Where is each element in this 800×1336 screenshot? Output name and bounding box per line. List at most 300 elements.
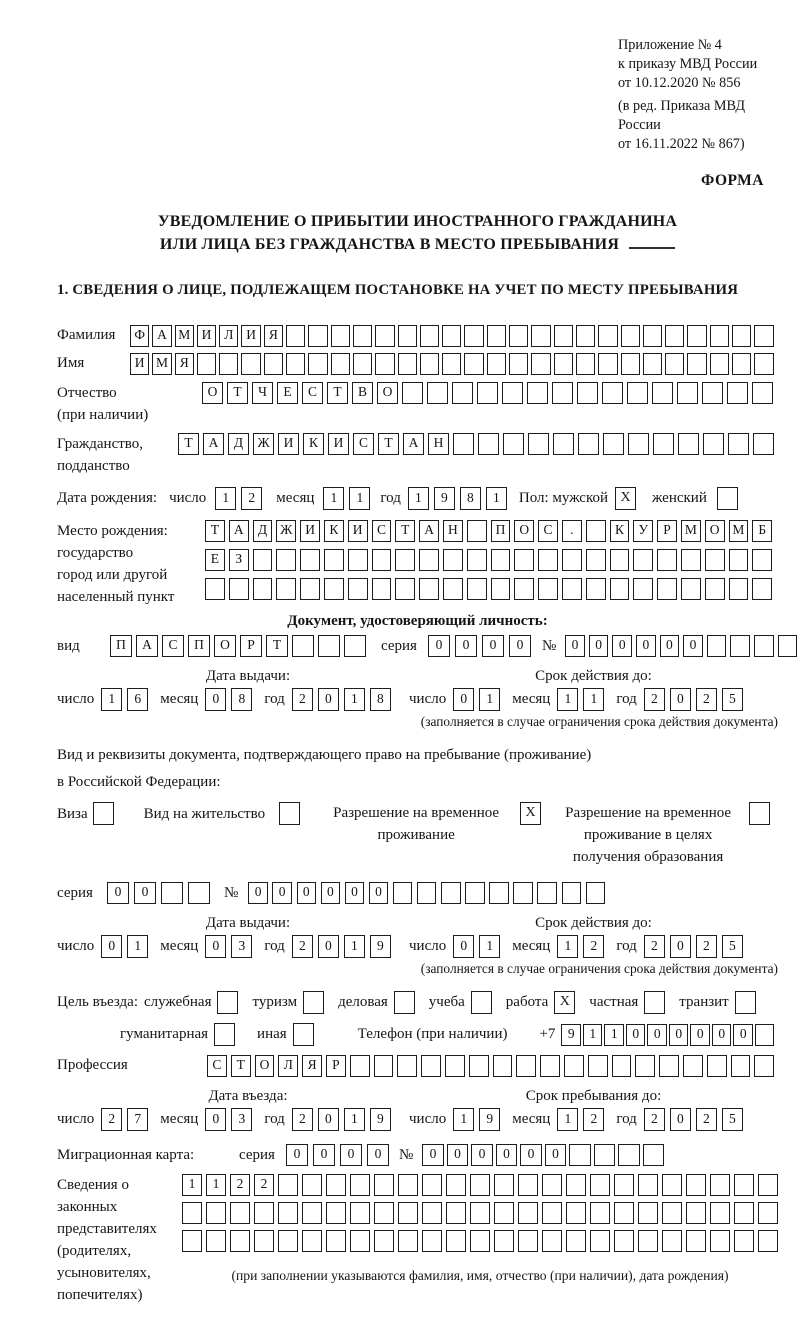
char-cell[interactable]: 3: [231, 1108, 252, 1131]
char-cell[interactable]: [686, 1174, 706, 1196]
char-cell[interactable]: [464, 325, 483, 347]
char-cell[interactable]: 9: [561, 1024, 581, 1046]
char-cell[interactable]: Р: [326, 1055, 346, 1077]
char-cell[interactable]: [398, 1202, 418, 1224]
purpose-humanitarian-checkbox[interactable]: [214, 1023, 235, 1046]
char-cell[interactable]: [324, 578, 344, 600]
char-cell[interactable]: 2: [696, 935, 717, 958]
char-cell[interactable]: [398, 1174, 418, 1196]
char-cell[interactable]: [758, 1202, 778, 1224]
char-cell[interactable]: Ж: [253, 433, 274, 455]
char-cell[interactable]: Р: [240, 635, 262, 657]
char-cell[interactable]: И: [278, 433, 299, 455]
char-cell[interactable]: [350, 1055, 370, 1077]
char-cell[interactable]: [566, 1174, 586, 1196]
char-cell[interactable]: [633, 549, 653, 571]
char-cell[interactable]: [710, 1174, 730, 1196]
char-cell[interactable]: [446, 1202, 466, 1224]
char-cell[interactable]: [422, 1230, 442, 1252]
char-cell[interactable]: [566, 1202, 586, 1224]
char-cell[interactable]: [348, 549, 368, 571]
char-cell[interactable]: [538, 549, 558, 571]
char-cell[interactable]: [662, 1202, 682, 1224]
char-cell[interactable]: 0: [297, 882, 317, 904]
char-cell[interactable]: Д: [228, 433, 249, 455]
char-cell[interactable]: С: [353, 433, 374, 455]
char-cell[interactable]: [590, 1230, 610, 1252]
char-cell[interactable]: К: [610, 520, 630, 542]
char-cell[interactable]: [395, 549, 415, 571]
char-cell[interactable]: [729, 578, 749, 600]
purpose-work-checkbox[interactable]: X: [554, 991, 575, 1014]
char-cell[interactable]: Б: [752, 520, 772, 542]
edu-permit-checkbox[interactable]: [749, 802, 770, 825]
char-cell[interactable]: Д: [253, 520, 273, 542]
char-cell[interactable]: Е: [205, 549, 225, 571]
char-cell[interactable]: [586, 549, 606, 571]
char-cell[interactable]: [528, 433, 549, 455]
char-cell[interactable]: [754, 353, 773, 375]
char-cell[interactable]: О: [255, 1055, 275, 1077]
char-cell[interactable]: 2: [696, 688, 717, 711]
char-cell[interactable]: [527, 382, 548, 404]
char-cell[interactable]: [598, 325, 617, 347]
char-cell[interactable]: [554, 353, 573, 375]
char-cell[interactable]: 1: [127, 935, 148, 958]
char-cell[interactable]: [308, 353, 327, 375]
purpose-business-checkbox[interactable]: [394, 991, 415, 1014]
char-cell[interactable]: Я: [175, 353, 194, 375]
char-cell[interactable]: 2: [644, 935, 665, 958]
char-cell[interactable]: Т: [395, 520, 415, 542]
char-cell[interactable]: А: [419, 520, 439, 542]
char-cell[interactable]: 7: [127, 1108, 148, 1131]
char-cell[interactable]: [326, 1202, 346, 1224]
char-cell[interactable]: 1: [557, 1108, 578, 1131]
char-cell[interactable]: [206, 1202, 226, 1224]
purpose-other-checkbox[interactable]: [293, 1023, 314, 1046]
char-cell[interactable]: 0: [670, 935, 691, 958]
residence-permit-checkbox[interactable]: [279, 802, 300, 825]
char-cell[interactable]: [562, 549, 582, 571]
char-cell[interactable]: 0: [669, 1024, 689, 1046]
char-cell[interactable]: 9: [479, 1108, 500, 1131]
char-cell[interactable]: [652, 382, 673, 404]
char-cell[interactable]: [566, 1230, 586, 1252]
char-cell[interactable]: [395, 578, 415, 600]
char-cell[interactable]: [397, 1055, 417, 1077]
char-cell[interactable]: [331, 325, 350, 347]
char-cell[interactable]: [350, 1230, 370, 1252]
char-cell[interactable]: 1: [453, 1108, 474, 1131]
char-cell[interactable]: [702, 382, 723, 404]
char-cell[interactable]: [205, 578, 225, 600]
char-cell[interactable]: [554, 325, 573, 347]
char-cell[interactable]: 0: [545, 1144, 567, 1166]
char-cell[interactable]: [752, 382, 773, 404]
char-cell[interactable]: Е: [277, 382, 298, 404]
char-cell[interactable]: А: [152, 325, 171, 347]
char-cell[interactable]: [286, 325, 305, 347]
char-cell[interactable]: Т: [378, 433, 399, 455]
char-cell[interactable]: 0: [205, 1108, 226, 1131]
char-cell[interactable]: [578, 433, 599, 455]
char-cell[interactable]: [278, 1230, 298, 1252]
char-cell[interactable]: 1: [583, 1024, 603, 1046]
char-cell[interactable]: [509, 325, 528, 347]
char-cell[interactable]: 0: [690, 1024, 710, 1046]
char-cell[interactable]: И: [348, 520, 368, 542]
char-cell[interactable]: [478, 433, 499, 455]
char-cell[interactable]: [686, 1230, 706, 1252]
char-cell[interactable]: [732, 325, 751, 347]
char-cell[interactable]: [540, 1055, 560, 1077]
char-cell[interactable]: [465, 882, 485, 904]
char-cell[interactable]: [350, 1202, 370, 1224]
char-cell[interactable]: А: [203, 433, 224, 455]
char-cell[interactable]: [502, 382, 523, 404]
char-cell[interactable]: [393, 882, 413, 904]
char-cell[interactable]: А: [403, 433, 424, 455]
char-cell[interactable]: 0: [134, 882, 156, 904]
char-cell[interactable]: [653, 433, 674, 455]
char-cell[interactable]: 2: [292, 935, 313, 958]
char-cell[interactable]: [576, 353, 595, 375]
char-cell[interactable]: [182, 1230, 202, 1252]
char-cell[interactable]: 2: [241, 487, 262, 510]
char-cell[interactable]: 1: [344, 935, 365, 958]
char-cell[interactable]: 0: [345, 882, 365, 904]
char-cell[interactable]: М: [681, 520, 701, 542]
char-cell[interactable]: С: [302, 382, 323, 404]
char-cell[interactable]: 0: [453, 688, 474, 711]
temp-permit-checkbox[interactable]: X: [520, 802, 541, 825]
char-cell[interactable]: [552, 382, 573, 404]
char-cell[interactable]: [494, 1230, 514, 1252]
char-cell[interactable]: Т: [227, 382, 248, 404]
char-cell[interactable]: Н: [428, 433, 449, 455]
char-cell[interactable]: [729, 549, 749, 571]
char-cell[interactable]: И: [328, 433, 349, 455]
char-cell[interactable]: Л: [219, 325, 238, 347]
char-cell[interactable]: К: [303, 433, 324, 455]
char-cell[interactable]: 1: [604, 1024, 624, 1046]
char-cell[interactable]: [681, 549, 701, 571]
char-cell[interactable]: Т: [327, 382, 348, 404]
char-cell[interactable]: О: [214, 635, 236, 657]
char-cell[interactable]: 0: [471, 1144, 493, 1166]
char-cell[interactable]: [518, 1174, 538, 1196]
char-cell[interactable]: [422, 1174, 442, 1196]
char-cell[interactable]: [677, 382, 698, 404]
char-cell[interactable]: [734, 1174, 754, 1196]
char-cell[interactable]: А: [136, 635, 158, 657]
char-cell[interactable]: [197, 353, 216, 375]
char-cell[interactable]: У: [633, 520, 653, 542]
char-cell[interactable]: В: [352, 382, 373, 404]
char-cell[interactable]: [643, 353, 662, 375]
char-cell[interactable]: [241, 353, 260, 375]
char-cell[interactable]: 0: [286, 1144, 308, 1166]
char-cell[interactable]: И: [197, 325, 216, 347]
char-cell[interactable]: [610, 549, 630, 571]
char-cell[interactable]: [422, 1202, 442, 1224]
char-cell[interactable]: 2: [583, 935, 604, 958]
char-cell[interactable]: 1: [323, 487, 344, 510]
char-cell[interactable]: [375, 353, 394, 375]
char-cell[interactable]: Ж: [276, 520, 296, 542]
char-cell[interactable]: [467, 578, 487, 600]
char-cell[interactable]: Ч: [252, 382, 273, 404]
char-cell[interactable]: [732, 353, 751, 375]
char-cell[interactable]: [610, 578, 630, 600]
char-cell[interactable]: И: [300, 520, 320, 542]
char-cell[interactable]: [542, 1174, 562, 1196]
char-cell[interactable]: [348, 578, 368, 600]
char-cell[interactable]: [302, 1230, 322, 1252]
char-cell[interactable]: Т: [266, 635, 288, 657]
char-cell[interactable]: [491, 549, 511, 571]
char-cell[interactable]: 2: [583, 1108, 604, 1131]
char-cell[interactable]: [443, 549, 463, 571]
char-cell[interactable]: Ф: [130, 325, 149, 347]
char-cell[interactable]: И: [241, 325, 260, 347]
char-cell[interactable]: [621, 325, 640, 347]
char-cell[interactable]: [374, 1202, 394, 1224]
char-cell[interactable]: [469, 1055, 489, 1077]
purpose-tourism-checkbox[interactable]: [303, 991, 324, 1014]
char-cell[interactable]: [562, 882, 582, 904]
char-cell[interactable]: Н: [443, 520, 463, 542]
char-cell[interactable]: [603, 433, 624, 455]
char-cell[interactable]: [665, 325, 684, 347]
char-cell[interactable]: 0: [670, 1108, 691, 1131]
char-cell[interactable]: [372, 549, 392, 571]
char-cell[interactable]: 1: [206, 1174, 226, 1196]
char-cell[interactable]: 2: [644, 1108, 665, 1131]
char-cell[interactable]: [638, 1174, 658, 1196]
char-cell[interactable]: 1: [408, 487, 429, 510]
char-cell[interactable]: [477, 382, 498, 404]
char-cell[interactable]: [353, 325, 372, 347]
char-cell[interactable]: 9: [370, 1108, 391, 1131]
char-cell[interactable]: [318, 635, 340, 657]
char-cell[interactable]: 1: [557, 935, 578, 958]
char-cell[interactable]: [643, 325, 662, 347]
char-cell[interactable]: [513, 882, 533, 904]
char-cell[interactable]: 0: [683, 635, 703, 657]
char-cell[interactable]: [253, 549, 273, 571]
char-cell[interactable]: 0: [367, 1144, 389, 1166]
char-cell[interactable]: [470, 1230, 490, 1252]
char-cell[interactable]: 0: [428, 635, 450, 657]
char-cell[interactable]: [402, 382, 423, 404]
char-cell[interactable]: [586, 520, 606, 542]
char-cell[interactable]: [681, 578, 701, 600]
char-cell[interactable]: [638, 1230, 658, 1252]
char-cell[interactable]: [161, 882, 183, 904]
char-cell[interactable]: Т: [178, 433, 199, 455]
char-cell[interactable]: 0: [589, 635, 609, 657]
char-cell[interactable]: 8: [370, 688, 391, 711]
char-cell[interactable]: 0: [107, 882, 129, 904]
char-cell[interactable]: [286, 353, 305, 375]
char-cell[interactable]: О: [377, 382, 398, 404]
char-cell[interactable]: [491, 578, 511, 600]
char-cell[interactable]: [229, 578, 249, 600]
char-cell[interactable]: 8: [231, 688, 252, 711]
char-cell[interactable]: К: [324, 520, 344, 542]
char-cell[interactable]: 6: [127, 688, 148, 711]
char-cell[interactable]: 1: [215, 487, 236, 510]
char-cell[interactable]: 0: [205, 688, 226, 711]
char-cell[interactable]: [302, 1174, 322, 1196]
char-cell[interactable]: [703, 433, 724, 455]
char-cell[interactable]: .: [562, 520, 582, 542]
char-cell[interactable]: [531, 325, 550, 347]
char-cell[interactable]: [730, 635, 750, 657]
char-cell[interactable]: [494, 1174, 514, 1196]
char-cell[interactable]: [588, 1055, 608, 1077]
char-cell[interactable]: [516, 1055, 536, 1077]
purpose-official-checkbox[interactable]: [217, 991, 238, 1014]
char-cell[interactable]: [754, 635, 774, 657]
char-cell[interactable]: 0: [248, 882, 268, 904]
char-cell[interactable]: [614, 1202, 634, 1224]
char-cell[interactable]: [487, 353, 506, 375]
char-cell[interactable]: [598, 353, 617, 375]
char-cell[interactable]: [372, 578, 392, 600]
char-cell[interactable]: [452, 382, 473, 404]
char-cell[interactable]: [728, 433, 749, 455]
char-cell[interactable]: [254, 1202, 274, 1224]
char-cell[interactable]: Р: [657, 520, 677, 542]
char-cell[interactable]: [446, 1230, 466, 1252]
char-cell[interactable]: [553, 433, 574, 455]
char-cell[interactable]: [375, 325, 394, 347]
char-cell[interactable]: Т: [205, 520, 225, 542]
char-cell[interactable]: [264, 353, 283, 375]
purpose-study-checkbox[interactable]: [471, 991, 492, 1014]
char-cell[interactable]: [441, 882, 461, 904]
char-cell[interactable]: [326, 1230, 346, 1252]
purpose-transit-checkbox[interactable]: [735, 991, 756, 1014]
char-cell[interactable]: [278, 1202, 298, 1224]
char-cell[interactable]: [602, 382, 623, 404]
char-cell[interactable]: [230, 1202, 250, 1224]
char-cell[interactable]: [752, 578, 772, 600]
char-cell[interactable]: 9: [370, 935, 391, 958]
char-cell[interactable]: О: [514, 520, 534, 542]
char-cell[interactable]: [443, 578, 463, 600]
char-cell[interactable]: [590, 1174, 610, 1196]
char-cell[interactable]: [514, 578, 534, 600]
char-cell[interactable]: [353, 353, 372, 375]
char-cell[interactable]: [586, 578, 606, 600]
char-cell[interactable]: [398, 325, 417, 347]
char-cell[interactable]: 0: [636, 635, 656, 657]
char-cell[interactable]: [489, 882, 509, 904]
char-cell[interactable]: [446, 1174, 466, 1196]
char-cell[interactable]: С: [162, 635, 184, 657]
char-cell[interactable]: 0: [509, 635, 531, 657]
char-cell[interactable]: [755, 1024, 775, 1046]
char-cell[interactable]: С: [538, 520, 558, 542]
char-cell[interactable]: [487, 325, 506, 347]
char-cell[interactable]: [531, 353, 550, 375]
char-cell[interactable]: [182, 1202, 202, 1224]
char-cell[interactable]: М: [729, 520, 749, 542]
char-cell[interactable]: [614, 1174, 634, 1196]
char-cell[interactable]: 0: [496, 1144, 518, 1166]
char-cell[interactable]: [778, 635, 798, 657]
char-cell[interactable]: [628, 433, 649, 455]
char-cell[interactable]: [542, 1230, 562, 1252]
char-cell[interactable]: [633, 578, 653, 600]
char-cell[interactable]: З: [229, 549, 249, 571]
char-cell[interactable]: 0: [447, 1144, 469, 1166]
char-cell[interactable]: [374, 1174, 394, 1196]
char-cell[interactable]: 5: [722, 935, 743, 958]
char-cell[interactable]: [586, 882, 606, 904]
char-cell[interactable]: 0: [422, 1144, 444, 1166]
char-cell[interactable]: И: [130, 353, 149, 375]
char-cell[interactable]: [657, 549, 677, 571]
char-cell[interactable]: [705, 578, 725, 600]
char-cell[interactable]: О: [202, 382, 223, 404]
char-cell[interactable]: [665, 353, 684, 375]
char-cell[interactable]: [445, 1055, 465, 1077]
char-cell[interactable]: 0: [670, 688, 691, 711]
char-cell[interactable]: [493, 1055, 513, 1077]
char-cell[interactable]: П: [188, 635, 210, 657]
char-cell[interactable]: 0: [712, 1024, 732, 1046]
char-cell[interactable]: 0: [733, 1024, 753, 1046]
char-cell[interactable]: [752, 549, 772, 571]
char-cell[interactable]: [564, 1055, 584, 1077]
char-cell[interactable]: [230, 1230, 250, 1252]
char-cell[interactable]: [754, 325, 773, 347]
char-cell[interactable]: М: [152, 353, 171, 375]
char-cell[interactable]: [562, 578, 582, 600]
char-cell[interactable]: М: [175, 325, 194, 347]
char-cell[interactable]: 1: [344, 1108, 365, 1131]
char-cell[interactable]: 0: [318, 935, 339, 958]
char-cell[interactable]: [420, 353, 439, 375]
char-cell[interactable]: [710, 1202, 730, 1224]
char-cell[interactable]: [614, 1230, 634, 1252]
char-cell[interactable]: О: [705, 520, 725, 542]
char-cell[interactable]: [420, 325, 439, 347]
char-cell[interactable]: [758, 1174, 778, 1196]
char-cell[interactable]: [514, 549, 534, 571]
char-cell[interactable]: [686, 1202, 706, 1224]
char-cell[interactable]: [324, 549, 344, 571]
char-cell[interactable]: 0: [318, 1108, 339, 1131]
char-cell[interactable]: [621, 353, 640, 375]
char-cell[interactable]: [707, 635, 727, 657]
char-cell[interactable]: [683, 1055, 703, 1077]
char-cell[interactable]: 2: [292, 1108, 313, 1131]
char-cell[interactable]: Л: [278, 1055, 298, 1077]
char-cell[interactable]: [398, 353, 417, 375]
char-cell[interactable]: 2: [254, 1174, 274, 1196]
char-cell[interactable]: [453, 433, 474, 455]
char-cell[interactable]: [326, 1174, 346, 1196]
char-cell[interactable]: [734, 1202, 754, 1224]
char-cell[interactable]: 2: [101, 1108, 122, 1131]
char-cell[interactable]: [537, 882, 557, 904]
